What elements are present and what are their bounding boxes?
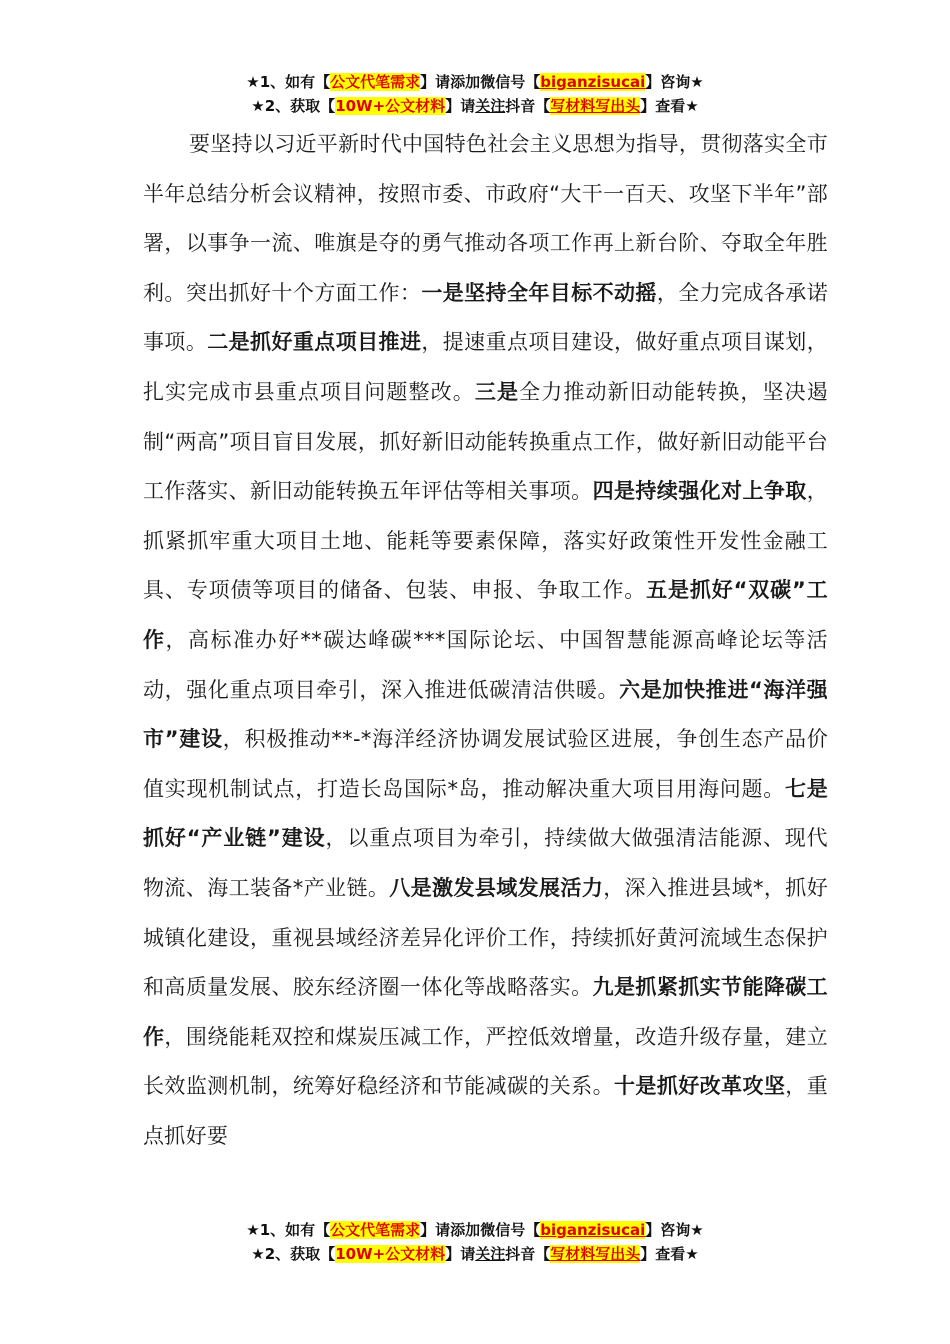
paragraph-bold-point: 七是抓好“产业链”建设: [143, 776, 829, 851]
banner-text: 】查看★: [640, 97, 699, 115]
paragraph-text: ，提速重点项目建设，做好重点项目谋划，扎实完成市县重点项目问题整改。: [143, 330, 828, 404]
banner-text: 】咨询★: [645, 73, 704, 91]
banner-text: 】请: [445, 1245, 476, 1263]
document-paragraph: [143, 120, 828, 1161]
footer-banner-line-2: [0, 1242, 950, 1266]
paragraph-bold-point: 九是抓紧抓实节能降碳工作: [143, 975, 828, 1049]
banner-highlight-wechat[interactable]: biganzisucai: [540, 73, 646, 91]
paragraph-text: ，抓紧抓牢重大项目土地、能耗等要素保障，落实好政策性开发性金融工具、专项债等项目的储备、包装、申报、争取工作。: [143, 479, 828, 603]
banner-text: 】请添加: [420, 73, 481, 91]
banner-text: 微信号【: [480, 73, 541, 91]
paragraph-bold-point: 二是抓好重点项目推进: [207, 330, 422, 355]
banner-highlight: 公文代笔需求: [330, 73, 421, 91]
paragraph-text: ，高标准办好**碳达峰碳***国际论坛、中国智慧能源高峰论坛等活动，强化重点项目牵引，深入推进低碳清洁供暖。: [143, 627, 828, 702]
banner-text: 】查看★: [640, 1245, 699, 1263]
paragraph-bold-point: 三是: [474, 379, 520, 404]
banner-text: 抖音【: [505, 97, 551, 115]
banner-highlight: 10W+公文材料: [335, 1245, 446, 1263]
paragraph-text: ，深入推进县域*，抓好城镇化建设，重视县域经济差异化评价工作，持续抓好黄河流域生态保护和高质量发展、胶东经济圈一体化等战略落实。: [143, 875, 828, 1000]
banner-highlight: 10W+公文材料: [335, 97, 446, 115]
header-banner-line-1: [0, 70, 950, 94]
paragraph-text: 要坚持以习近平新时代中国特色社会主义思想为指导，贯彻落实全市半年总结分析会议精神，按照市委、市政府“大干一百天、攻坚下半年”部署，以事争一流、唯旗是夺的勇气推动各项工作再上新台阶、夺取全年胜利。突出抓好十个方面工作：: [143, 132, 828, 305]
paragraph-bold-point: 五是抓好“双碳”工作: [143, 578, 828, 652]
banner-highlight-wechat[interactable]: biganzisucai: [540, 1221, 646, 1239]
paragraph-text: ，围绕能耗双控和煤炭压减工作，严控低效增量，改造升级存量，建立长效监测机制，统筹好稳经济和节能减碳的关系。: [143, 1024, 828, 1099]
paragraph-text: ，积极推动**-*海洋经济协调发展试验区进展，争创生态产品价值实现机制试点，打造长岛国际*岛，推动解决重大项目用海问题。: [143, 727, 828, 801]
paragraph-bold-point: 八是激发县域发展活力: [389, 875, 604, 900]
paragraph-bold-point: 十是抓好改革攻坚: [614, 1074, 786, 1099]
banner-highlight-douyin[interactable]: 写材料写出头: [550, 97, 641, 115]
banner-text: ★1、如有【: [246, 73, 331, 91]
paragraph-bold-point: 四是持续强化对上争取: [592, 479, 807, 504]
footer-banner-line-1: [0, 1218, 950, 1242]
banner-underlined-text: 关注: [475, 1245, 506, 1263]
banner-text: ★2、获取【: [251, 1245, 336, 1263]
banner-text: ★1、如有【: [246, 1221, 331, 1239]
header-banner-line-2: [0, 94, 950, 118]
banner-text: 】请添加: [420, 1221, 481, 1239]
header-banner: [0, 70, 950, 118]
banner-underlined-text: 关注: [475, 97, 506, 115]
paragraph-text: 全力推动新旧动能转换，坚决遏制“两高”项目盲目发展，抓好新旧动能转换重点工作，做好新旧动能平台工作落实、新旧动能转换五年评估等相关事项。: [143, 379, 828, 504]
paragraph-text: ，重点抓好要: [143, 1074, 828, 1148]
banner-text: 】请: [445, 97, 476, 115]
banner-text: 抖音【: [505, 1245, 551, 1263]
paragraph-bold-point: 一是坚持全年目标不动摇: [421, 280, 657, 305]
banner-text: ★2、获取【: [251, 97, 336, 115]
banner-highlight: 公文代笔需求: [330, 1221, 421, 1239]
paragraph-text: ，以重点项目为牵引，持续做大做强清洁能源、现代物流、海工装备*产业链。: [143, 826, 828, 900]
footer-banner: [0, 1218, 950, 1266]
banner-text: 】咨询★: [645, 1221, 704, 1239]
paragraph-text: ，全力完成各承诺事项。: [143, 280, 828, 355]
banner-highlight-douyin[interactable]: 写材料写出头: [550, 1245, 641, 1263]
banner-text: 微信号【: [480, 1221, 541, 1239]
paragraph-bold-point: 六是加快推进“海洋强市”建设: [143, 677, 828, 752]
